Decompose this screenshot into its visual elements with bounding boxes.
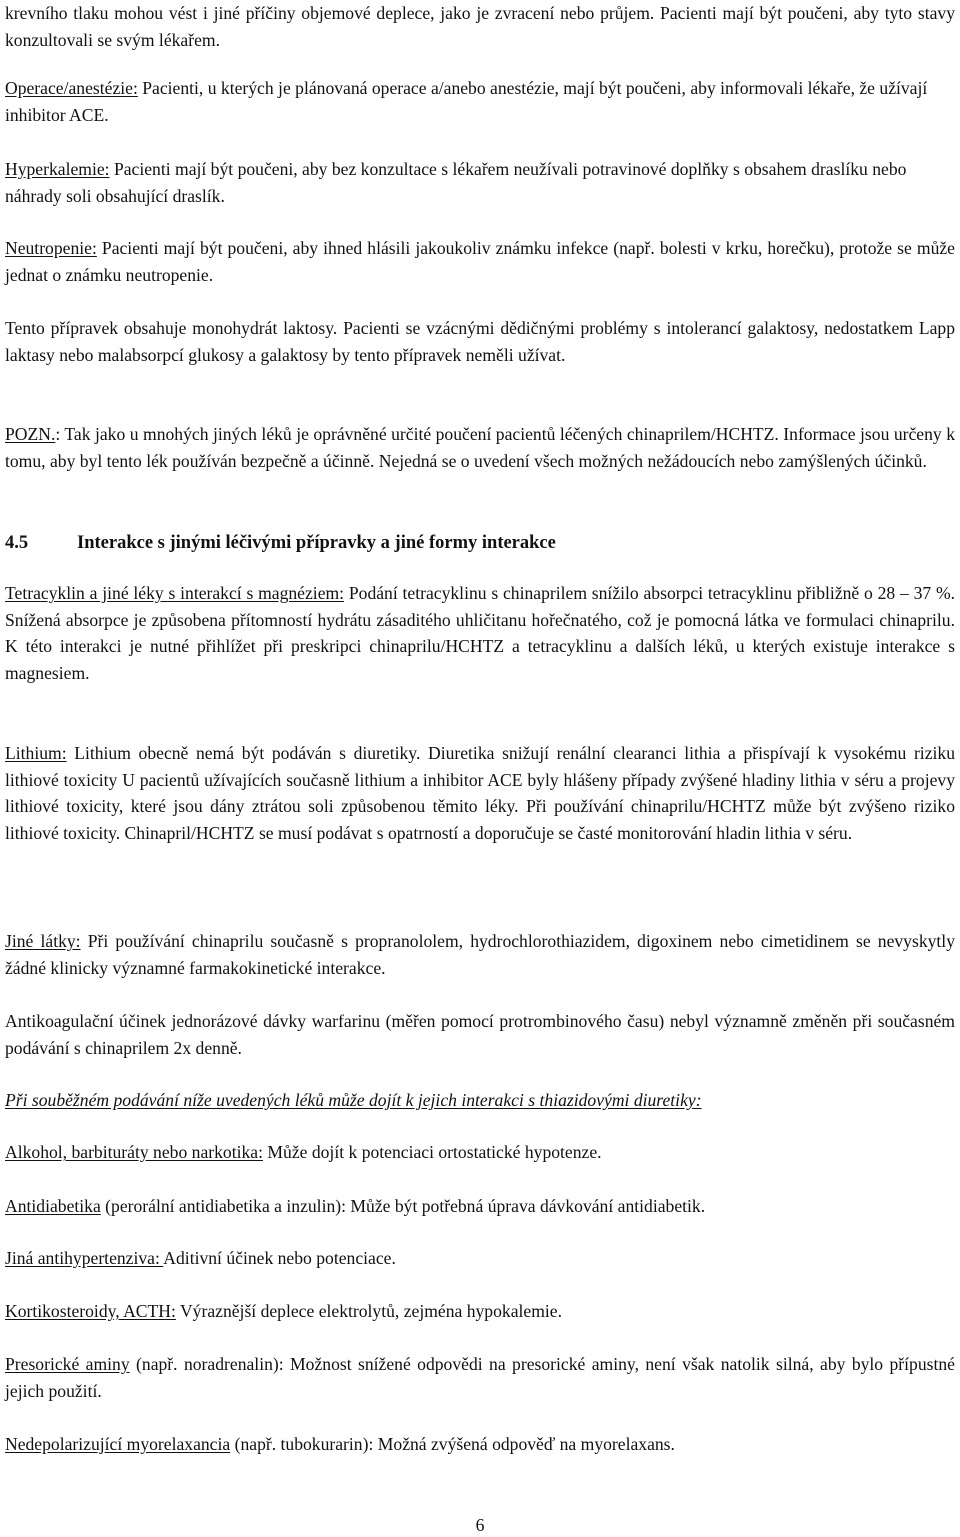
paragraph-thiazide-intro: Při souběžném podávání níže uvedených léků může dojít k jejich interakci s thiazidovými diuretiky: [5, 1090, 702, 1110]
paragraph-corticosteroids: Kortikosteroidy, ACTH: Výraznější deplece elektrolytů, zejména hypokalemie. [5, 1301, 562, 1321]
paragraph-neutropenia: Neutropenie: Pacienti mají být poučeni, aby ihned hlásili jakoukoliv známku infekce (např. bolesti v krku, horečku), protože se může jednat o známku neutropenie. [5, 238, 955, 285]
paragraph-note: POZN.: Tak jako u mnohých jiných léků je oprávněné určité poučení pacientů léčených chinaprilem/HCHTZ. Informace jsou určeny k tomu, aby byl tento lék používán bezpečně a účinně. Nejedná se o uvedení všech možných nežádoucích nebo zamýšlených účinků. [5, 424, 955, 471]
label-muscle-relaxants: Nedepolarizující myorelaxancia [5, 1434, 231, 1454]
label-antihypertensives: Jiná antihypertenziva: [5, 1248, 164, 1268]
page-number: 6 [475, 1515, 485, 1535]
section-heading [5, 530, 955, 557]
paragraph-tetracycline: Tetracyklin a jiné léky s interakcí s magnéziem: Podání tetracyklinu s chinaprilem snížilo absorpci tetracyklinu přibližně o 28 – 37 %. Snížená absorpce je způsobena přítomností hydrátu zásaditého uhličitanu hořečnatého, což je pomocná látka ve formulaci chinaprilu. K této interakci je nutné přihlížet při preskripci chinaprilu/HCHTZ a tetracyklinu a dalších léků, u kterých existuje interakce s magnesiem. [5, 583, 956, 683]
paragraph-surgery-anesthesia: Operace/anestézie: Pacienti, u kterých je plánovaná operace a/anebo anestézie, mají být poučeni, aby informovali lékaře, že užívají inhibitor ACE. [5, 78, 928, 125]
paragraph-anticoagulation: Antikoagulační účinek jednorázové dávky warfarinu (měřen pomocí protrombinového času) nebyl významně změněn při současném podávání s chinaprilem 2x denně. [5, 1011, 955, 1058]
paragraph-other-substances: Jiné látky: Při používání chinaprilu současně s propranololem, hydrochlorothiazidem, digoxinem nebo cimetidinem se nevyskytly žádné klinicky významné farmakokinetické interakce. [5, 931, 955, 978]
paragraph-antidiabetics: Antidiabetika (perorální antidiabetika a inzulin): Může být potřebná úprava dávkování antidiabetik. [5, 1196, 706, 1216]
label-note: POZN. [5, 424, 56, 444]
paragraph-pressor-amines: Presorické aminy (např. noradrenalin): Možnost snížené odpovědi na presorické aminy, není však natolik silná, aby bylo přípustné jejich použití. [5, 1354, 955, 1401]
label-neutropenia: Neutropenie: [5, 238, 97, 258]
label-pressor-amines: Presorické aminy [5, 1354, 130, 1374]
paragraph-volume-depletion: krevního tlaku mohou vést i jiné příčiny objemové deplece, jako je zvracení nebo průjem. Pacienti mají být poučeni, aby tyto stavy konzultovali se svým lékařem. [5, 3, 955, 50]
section-title: Interakce s jinými léčivými přípravky a jiné formy interakce [77, 533, 556, 553]
paragraph-hyperkalemia: Hyperkalemie: Pacienti mají být poučeni, aby bez konzultace s lékařem neužívali potravinové doplňky s obsahem draslíku nebo náhrady soli obsahující draslík. [5, 159, 907, 206]
paragraph-muscle-relaxants: Nedepolarizující myorelaxancia (např. tubokurarin): Možná zvýšená odpověď na myorelaxans. [5, 1434, 675, 1454]
paragraph-antihypertensives: Jiná antihypertenziva: Aditivní účinek nebo potenciace. [5, 1248, 396, 1268]
paragraph-lactose: Tento přípravek obsahuje monohydrát laktosy. Pacienti se vzácnými dědičnými problémy s intolerancí galaktosy, nedostatkem Lapp laktasy nebo malabsorpcí glukosy a galaktosy by tento přípravek neměli užívat. [5, 318, 955, 365]
label-corticosteroids: Kortikosteroidy, ACTH: [5, 1301, 176, 1321]
label-alcohol: Alkohol, barbituráty nebo narkotika: [5, 1142, 263, 1162]
label-antidiabetics: Antidiabetika [5, 1196, 101, 1216]
label-surgery-anesthesia: Operace/anestézie: [5, 78, 138, 98]
paragraph-lithium: Lithium: Lithium obecně nemá být podáván s diuretiky. Diuretika snižují renální clearanci lithia a přispívají k vysokému riziku lithiové toxicity U pacientů užívajících současně lithium a inhibitor ACE byly hlášeny případy zvýšené hladiny lithia v séru a projevy lithiové toxicity, které jsou dány ztrátou soli způsobenou těmito léky. Při používání chinaprilu/HCHTZ může být zvýšeno riziko lithiové toxicity. Chinapril/HCHTZ se musí podávat s opatrností a doporučuje se časté monitorování hladin lithia v séru. [5, 743, 955, 843]
paragraph-alcohol: Alkohol, barbituráty nebo narkotika: Může dojít k potenciaci ortostatické hypotenze. [5, 1142, 602, 1162]
label-lithium: Lithium: [5, 743, 67, 763]
label-tetracycline: Tetracyklin a jiné léky s interakcí s magnéziem: [5, 583, 345, 603]
section-number: 4.5 [5, 533, 29, 553]
label-other-substances: Jiné látky: [5, 931, 81, 951]
label-hyperkalemia: Hyperkalemie: [5, 159, 110, 179]
